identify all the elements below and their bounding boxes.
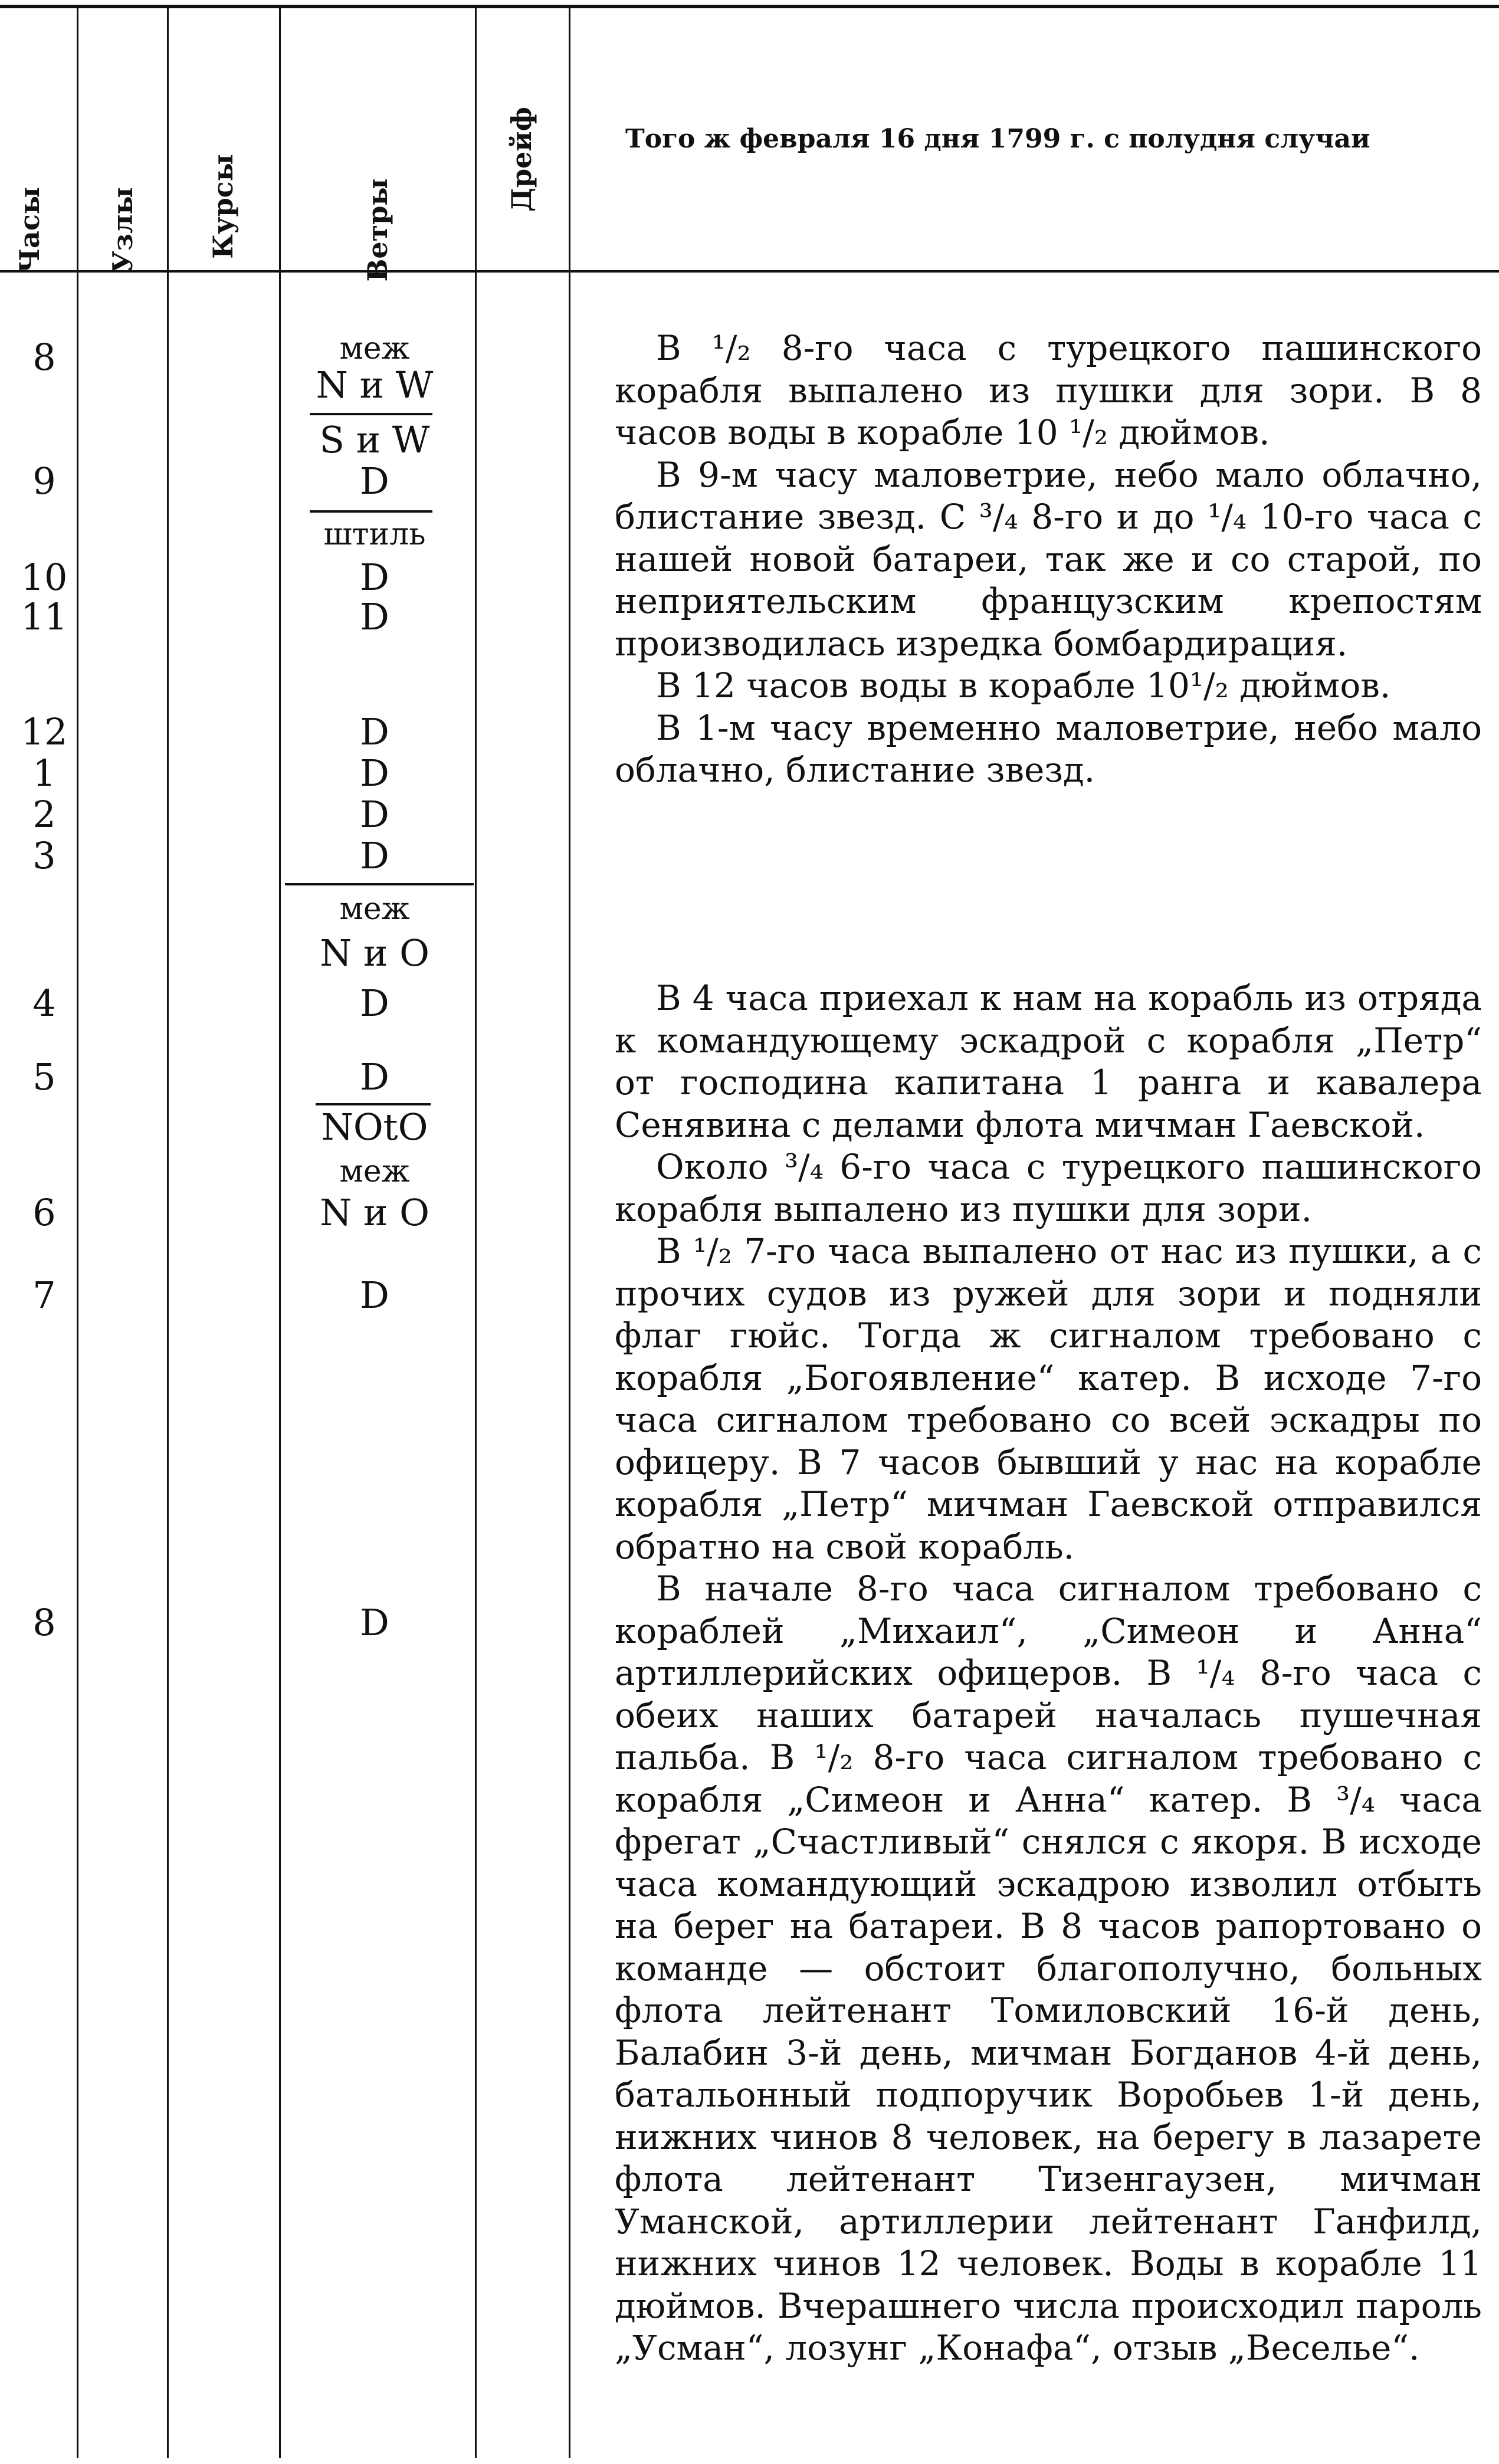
hour-label: 6 (32, 1191, 56, 1234)
hour-label: 4 (32, 982, 56, 1025)
column-header-knots: Узлы (107, 187, 139, 273)
log-entry: В 1-м часу временно маловетрие, небо мало облачно, блистание звезд. (615, 707, 1482, 790)
column-divider (167, 7, 169, 2458)
hour-label: 1 (32, 752, 56, 795)
wind-label: D (360, 595, 389, 638)
column-header-hours: Часы (14, 187, 45, 273)
hour-label: 8 (32, 1601, 56, 1644)
column-header-winds: Ветры (362, 178, 393, 282)
log-entries-block-1 (615, 327, 1482, 792)
column-divider (569, 7, 570, 2458)
hour-label: 10 (21, 556, 68, 599)
log-entries-block-2 (615, 977, 1482, 2370)
wind-label: D (360, 556, 389, 599)
wind-rule (310, 413, 432, 415)
wind-label: D (360, 460, 389, 503)
column-divider (279, 7, 281, 2458)
log-entry: Около ³/₄ 6-го часа с турецкого пашинского корабля выпалено из пушки для зори. (615, 1147, 1482, 1229)
hour-label: 2 (32, 793, 56, 836)
hour-label: 3 (32, 834, 56, 877)
wind-label: S и W (319, 418, 430, 461)
log-entry: В 12 часов воды в корабле 10¹/₂ дюймов. (656, 665, 1391, 706)
hour-label: 8 (32, 336, 56, 379)
wind-rule (310, 510, 432, 513)
log-entry: В начале 8-го часа сигналом требовано с кораблей „Михаил“, „Симеон и Анна“ артиллерийских офицеров. В ¹/₄ 8-го часа с обеих наших батарей началась пушечная пальба. В ¹/₂ 8-го часа сигналом требовано с корабля „Симеон и Анна“ катер. В ³/₄ часа фрегат „Счастливый“ снялся с якоря. В исходе часа командующий эскадрою изволил отбыть на берег на батареи. В 8 часов рапортовано о команде — обстоит благополучно, больных флота лейтенант Томиловский 16-й день, Балабин 3-й день, мичман Богданов 4-й день, батальонный подпоручик Воробьев 1-й день, нижних чинов 8 человек, на берегу в лазарете флота лейтенант Тизенгаузен, мичман Уманской, артиллерии лейтенант Ганфилд, нижних чинов 12 человек. Воды в корабле 11 дюймов. Вчерашнего числа происходил пароль „Усман“, лозунг „Конафа“, отзыв „Веселье“. (615, 1569, 1482, 2368)
wind-label: штиль (323, 517, 426, 552)
wind-rule (285, 883, 474, 885)
wind-label: D (360, 752, 389, 795)
column-header-drift: Дрейф (506, 107, 537, 212)
header-bottom-rule (0, 270, 1499, 273)
wind-label: D (360, 1274, 389, 1317)
wind-label: D (360, 1055, 389, 1098)
wind-label: меж (339, 891, 410, 927)
wind-label: N и O (320, 1191, 429, 1234)
column-divider (475, 7, 477, 2458)
wind-label: D (360, 834, 389, 877)
wind-label: D (360, 710, 389, 753)
log-entry: В 4 часа приехал к нам на корабль из отряда к командующему эскадрой с корабля „Петр“ от господина капитана 1 ранга и кавалера Сенявина с делами флота мичман Гаевской. (615, 978, 1482, 1145)
hour-label: 12 (21, 710, 68, 753)
wind-label: меж (339, 1154, 410, 1189)
wind-label: NOtO (321, 1105, 428, 1149)
wind-label: D (360, 793, 389, 836)
wind-label: меж (339, 331, 410, 366)
wind-label: N и O (320, 931, 429, 975)
log-entry: В ¹/₂ 8-го часа с турецкого пашинского корабля выпалено из пушки для зори. В 8 часов воды в корабле 10 ¹/₂ дюймов. (615, 328, 1482, 452)
column-divider (77, 7, 78, 2458)
hour-label: 7 (32, 1274, 56, 1317)
log-entry: В ¹/₂ 7-го часа выпалено от нас из пушки, а с прочих судов из ружей для зори и подняли флаг гюйс. Тогда ж сигналом требовано с корабля „Богоявление“ катер. В исходе 7-го часа сигналом требовано со всей эскадры по офицеру. В 7 часов бывший у нас на корабле корабля „Петр“ мичман Гаевской отправился обратно на свой корабль. (615, 1231, 1482, 1567)
hour-label: 5 (32, 1055, 56, 1098)
log-title: Того ж февраля 16 дня 1799 г. с полудня случаи (625, 124, 1370, 154)
wind-label: D (360, 982, 389, 1025)
top-rule (0, 5, 1499, 8)
wind-label: N и W (316, 363, 434, 406)
wind-label: D (360, 1601, 389, 1644)
log-entry: В 9-м часу маловетрие, небо мало облачно, блистание звезд. С ³/₄ 8-го и до ¹/₄ 10-го часа с нашей новой батареи, так же и со старой, по неприятельским французским крепостям производилась изредка бомбардирация. (615, 454, 1482, 664)
column-header-courses: Курсы (207, 154, 239, 259)
hour-label: 9 (32, 460, 56, 503)
hour-label: 11 (21, 595, 68, 638)
